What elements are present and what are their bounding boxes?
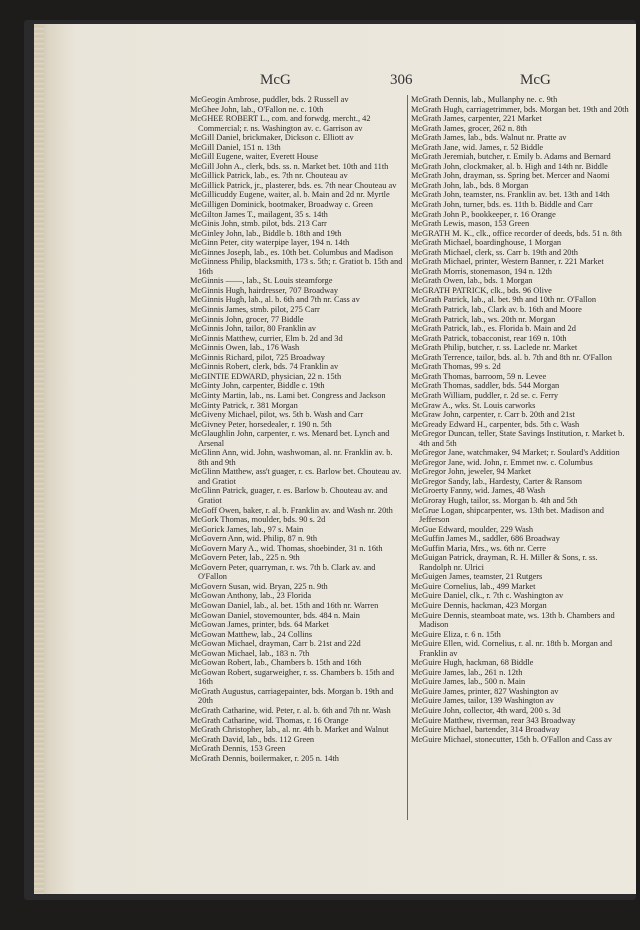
directory-entry: McGinty Patrick, r. 381 Morgan xyxy=(190,400,298,410)
left-column xyxy=(190,95,405,763)
right-column xyxy=(411,95,629,744)
directory-entry: McGivney Peter, horsedealer, r. 190 n. 5th xyxy=(190,419,332,429)
directory-entry: McGinnis Richard, pilot, 725 Broadway xyxy=(190,352,325,362)
directory-entry: McGilligen Dominick, bootmaker, Broadway c. Green xyxy=(190,200,373,210)
directory-entry: McGrath Catharine, wid. Thomas, r. 16 Orange xyxy=(190,715,349,725)
directory-entry: McGrath David, lab., bds. 112 Green xyxy=(190,734,315,744)
directory-entry: McGinnis James, stmb. pilot, 275 Carr xyxy=(190,305,320,315)
directory-entry: McGready Edward H., carpenter, bds. 5th c. Wash xyxy=(411,419,580,429)
directory-entry: McGregor John, jeweler, 94 Market xyxy=(411,467,532,477)
directory-entry: McGlaughlin John, carpenter, r. ws. Menard bet. Lynch and Arsenal xyxy=(190,429,390,448)
directory-entry: McGrath Jane, wid. James, r. 52 Biddle xyxy=(411,142,544,152)
page-edges xyxy=(34,24,44,894)
directory-entry: McGuire Eliza, r. 6 n. 15th xyxy=(411,629,501,639)
directory-entry: McGrath Philip, butcher, r. ss. Laclede nr. Market xyxy=(411,343,578,353)
directory-entry: McGuigan Patrick, drayman, R. H. Miller & Sons, r. ss. Randolph nr. Ulrici xyxy=(411,553,598,572)
directory-entry: McGRATH PATRICK, clk., bds. 96 Olive xyxy=(411,285,552,295)
directory-entry: McGrath Jeremiah, butcher, r. Emily b. Adams and Bernard xyxy=(411,152,611,162)
directory-entry: McGlinn Matthew, ass't guager, r. cs. Barlow bet. Chouteau av. and Gratiot xyxy=(190,467,402,486)
directory-entry: McGinis John, stmb. pilot, bds. 213 Carr xyxy=(190,219,327,229)
directory-entry: McGuire Michael, bartender, 314 Broadway xyxy=(411,725,560,735)
directory-entry: McGrath Terrence, tailor, bds. al. b. 7th and 8th nr. O'Fallon xyxy=(411,352,612,362)
directory-entry: McGue Edward, moulder, 229 Wash xyxy=(411,524,534,534)
directory-entry: McGrath Thomas, 99 s. 2d xyxy=(411,362,501,372)
directory-entry: McGrath Michael, printer, Western Banner, r. 221 Market xyxy=(411,257,604,267)
directory-entry: McGinnes Joseph, lab., es. 10th bet. Columbus and Madison xyxy=(190,247,394,257)
directory-entry: McGrath John, teamster, ns. Franklin av. bet. 13th and 14th xyxy=(411,190,610,200)
header-left-guide: McG xyxy=(260,72,291,88)
directory-entry: McGrath Christopher, lab., al. nr. 4th b. Market and Walnut xyxy=(190,725,389,735)
directory-entry: McGuire John, collector, 4th ward, 200 s. 3d xyxy=(411,706,561,715)
directory-entry: McGinnis ——, lab., St. Louis steamforge xyxy=(190,276,333,286)
directory-entry: McGuire James, lab., 500 n. Main xyxy=(411,677,526,687)
directory-entry: McGrath Augustus, carriagepainter, bds. Morgan b. 19th and 20th xyxy=(190,686,394,706)
directory-entry: McGowan Michael, lab., 183 n. 7th xyxy=(190,648,310,658)
directory-entry: McGraw A., wks. St. Louis carworks xyxy=(411,400,536,410)
directory-entry: McGuire Daniel, clk., r. 7th c. Washington av xyxy=(411,591,564,601)
directory-entry: McGrath Dennis, 153 Green xyxy=(190,744,286,754)
directory-entry: McGrath James, carpenter, 221 Market xyxy=(411,114,542,124)
directory-entry: McGrath Thomas, barroom, 59 n. Levee xyxy=(411,371,547,381)
directory-entry: McGinness Philip, blacksmith, 173 s. 5th; r. Gratiot b. 15th and 16th xyxy=(190,257,403,276)
directory-entry: McGregor Sandy, lab., Hardesty, Carter & Ransom xyxy=(411,476,583,486)
directory-entry: McGuffin James M., saddler, 686 Broadway xyxy=(411,534,560,544)
directory-entry: McGinnis John, grocer, 77 Biddle xyxy=(190,314,304,324)
directory-entry: McGregor Jane, wid. John, r. Emmet nw. c. Columbus xyxy=(411,457,593,467)
directory-entry: McGhee John, lab., O'Fallon ne. c. 10th xyxy=(190,104,324,114)
directory-entry: McGrath Dennis, lab., Mullanphy ne. c. 9th xyxy=(411,95,558,104)
directory-entry: McGovern Susan, wid. Bryan, 225 n. 9th xyxy=(190,581,328,591)
directory-entry: McGuffin Maria, Mrs., ws. 6th nr. Cerre xyxy=(411,543,546,553)
directory-entry: McGuire James, printer, 827 Washington av xyxy=(411,686,559,696)
directory-entry: McGinnis Hugh, hairdresser, 707 Broadway xyxy=(190,285,339,295)
directory-entry: McGowan Anthony, lab., 23 Florida xyxy=(190,591,312,601)
directory-entry: McGregor Jane, watchmaker, 94 Market; r. Soulard's Addition xyxy=(411,448,620,458)
directory-entry: McGrath Dennis, boilermaker, r. 205 n. 14th xyxy=(190,753,339,763)
directory-entry: McGowan James, printer, bds. 64 Market xyxy=(190,620,329,630)
directory-entry: McGrath Patrick, tobacconist, rear 169 n. 10th xyxy=(411,333,567,343)
directory-entry: McGinnis Matthew, currier, Elm b. 2d and 3d xyxy=(190,333,343,343)
directory-entry: McGiveny Michael, pilot, ws. 5th b. Wash and Carr xyxy=(190,410,364,420)
column-divider xyxy=(407,95,408,820)
directory-entry: McGill Daniel, brickmaker, Dickson c. Elliott av xyxy=(190,133,354,143)
directory-entry: McGrath Patrick, lab., al. bet. 9th and 10th nr. O'Fallon xyxy=(411,295,597,305)
directory-entry: McGowan Robert, sugarweigher, r. ss. Chambers b. 15th and 16th xyxy=(190,667,395,687)
directory-entry: McGrath John, lab., bds. 8 Morgan xyxy=(411,180,529,190)
directory-entry: McGilton James T., mailagent, 35 s. 14th xyxy=(190,209,328,219)
directory-entry: McGrath Morris, stonemason, 194 n. 12th xyxy=(411,266,552,276)
directory-entry: McGrath John P., bookkeeper, r. 16 Orange xyxy=(411,209,556,219)
directory-entry: McGHEE ROBERT L., com. and forwdg. mercht., 42 Commercial; r. ns. Washington av. c. Garrison av xyxy=(190,114,371,133)
directory-entry: McGrath Michael, boardinghouse, 1 Morgan xyxy=(411,238,562,248)
directory-entry: McGowan Daniel, lab., al. bet. 15th and 16th nr. Warren xyxy=(190,600,379,610)
page-number: 306 xyxy=(390,72,413,88)
directory-entry: McGraw John, carpenter, r. Carr b. 20th and 21st xyxy=(411,410,575,420)
directory-entry: McGill Eugene, waiter, Everett House xyxy=(190,152,319,162)
directory-entry: McGrath James, grocer, 262 n. 8th xyxy=(411,123,527,133)
directory-entry: McGowan Matthew, lab., 24 Collins xyxy=(190,629,313,639)
directory-entry: McGrath John, clockmaker, al. b. High and 14th nr. Biddle xyxy=(411,161,608,171)
directory-entry: McGork Thomas, moulder, bds. 90 s. 2d xyxy=(190,515,326,525)
directory-entry: McGuire Dennis, steamboat mate, ws. 13th b. Chambers and Madison xyxy=(411,610,615,630)
directory-entry: McGrath William, puddler, r. 2d se. c. Ferry xyxy=(411,390,559,400)
directory-entry: McGovern Mary A., wid. Thomas, shoebinder, 31 n. 16th xyxy=(190,543,383,553)
directory-entry: McGillicuddy Eugene, waiter, al. b. Main and 2d nr. Myrtle xyxy=(190,190,390,200)
directory-entry: McGrath Owen, lab., bds. 1 Morgan xyxy=(411,276,533,286)
directory-entry: McGovern Ann, wid. Philip, 87 n. 9th xyxy=(190,534,318,544)
directory-entry: McGrath John, drayman, ss. Spring bet. Mercer and Naomi xyxy=(411,171,610,181)
directory-entry: McGinnis Owen, lab., 176 Wash xyxy=(190,343,300,353)
directory-entry: McGrath James, lab., bds. Walnut nr. Pratte av xyxy=(411,133,567,143)
directory-entry: McGrath Patrick, lab., es. Florida b. Main and 2d xyxy=(411,324,576,334)
directory-entry: McGrue Logan, shipcarpenter, ws. 13th bet. Madison and Jefferson xyxy=(411,505,604,525)
directory-entry: McGinn Peter, city waterpipe layer, 194 n. 14th xyxy=(190,238,350,248)
directory-entry: McGrath Catharine, wid. Peter, r. al. b. 6th and 7th nr. Wash xyxy=(190,706,391,715)
directory-entry: McGuire Michael, stonecutter, 15th b. O'Fallon and Cass av xyxy=(411,734,612,744)
directory-entry: McGrath Thomas, saddler, bds. 544 Morgan xyxy=(411,381,560,391)
directory-entry: McGinnis Hugh, lab., al. b. 6th and 7th nr. Cass av xyxy=(190,295,360,305)
directory-entry: McGuire Dennis, hackman, 423 Morgan xyxy=(411,600,547,610)
directory-entry: McGovern Peter, quarryman, r. ws. 7th b. Clark av. and O'Fallon xyxy=(190,562,376,582)
directory-entry: McGlinn Ann, wid. John, washwoman, al. nr. Franklin av. b. 8th and 9th xyxy=(190,448,393,467)
directory-entry: McGrath Michael, clerk, ss. Carr b. 19th and 20th xyxy=(411,247,578,257)
directory-entry: McGrath Patrick, lab., Clark av. b. 16th and Moore xyxy=(411,305,582,315)
directory-entry: McGill John A., clerk, bds. ss. n. Market bet. 10th and 11th xyxy=(190,161,389,171)
directory-entry: McGinnis Robert, clerk, bds. 74 Franklin av xyxy=(190,362,339,372)
directory-entry: McGillick Patrick, lab., es. 7th nr. Chouteau av xyxy=(190,171,348,181)
directory-entry: McGeogin Ambrose, puddler, bds. 2 Russell av xyxy=(190,95,349,104)
directory-entry: McGuire Ellen, wid. Cornelius, r. al. nr. 18th b. Morgan and Franklin av xyxy=(411,639,613,658)
directory-entry: McGuire James, lab., 261 n. 12th xyxy=(411,667,523,677)
directory-entry: McGovern Peter, lab., 225 n. 9th xyxy=(190,553,300,563)
directory-entry: McGowan Michael, drayman, Carr b. 21st and 22d xyxy=(190,639,361,649)
directory-entry: McGuire Hugh, hackman, 68 Biddle xyxy=(411,658,534,668)
directory-entry: McGrath John, turner, bds. es. 11th b. Biddle and Carr xyxy=(411,200,593,210)
directory-entry: McGINTIE EDWARD, physician, 22 n. 15th xyxy=(190,371,342,381)
directory-entry: McGuire Matthew, riverman, rear 343 Broadway xyxy=(411,715,576,725)
directory-entry: McGuire James, tailor, 139 Washington av xyxy=(411,696,554,706)
directory-entry: McGroray Hugh, tailor, ss. Morgan b. 4th and 5th xyxy=(411,495,578,505)
directory-entry: McGorick James, lab., 97 s. Main xyxy=(190,524,304,534)
directory-entry: McGinley John, lab., Biddle b. 18th and 19th xyxy=(190,228,342,238)
directory-entry: McGuigen James, teamster, 21 Rutgers xyxy=(411,572,543,582)
directory-entry: McGill Daniel, 151 n. 13th xyxy=(190,142,281,152)
directory-entry: McGinnis John, tailor, 80 Franklin av xyxy=(190,324,316,334)
directory-entry: McGowan Daniel, stovemounter, bds. 484 n. Main xyxy=(190,610,360,620)
directory-entry: McGoff Owen, baker, r. al. b. Franklin av. and Wash nr. 20th xyxy=(190,505,393,515)
directory-entry: McGroerty Fanny, wid. James, 48 Wash xyxy=(411,486,546,496)
directory-entry: McGuire Cornelius, lab., 499 Market xyxy=(411,581,536,591)
directory-entry: McGlinn Patrick, guager, r. es. Barlow b. Chouteau av. and Gratiot xyxy=(190,486,388,505)
directory-entry: McGRATH M. K., clk., office recorder of deeds, bds. 51 n. 8th xyxy=(411,228,622,238)
directory-entry: McGrath Lewis, mason, 153 Green xyxy=(411,219,530,229)
directory-entry: McGregor Duncan, teller, State Savings Institution, r. Market b. 4th and 5th xyxy=(411,429,625,448)
directory-entry: McGrath Hugh, carriagetrimmer, bds. Morgan bet. 19th and 20th xyxy=(411,104,629,114)
directory-entry: McGinty Martin, lab., ns. Lami bet. Congress and Jackson xyxy=(190,390,386,400)
directory-entry: McGowan Robert, lab., Chambers b. 15th and 16th xyxy=(190,658,362,668)
directory-entry: McGillick Patrick, jr., plasterer, bds. es. 7th near Chouteau av xyxy=(190,180,397,190)
directory-entry: McGrath Patrick, lab., ws. 20th nr. Morgan xyxy=(411,314,556,324)
header-right-guide: McG xyxy=(520,72,551,88)
page-header xyxy=(190,72,610,92)
directory-entry: McGinty John, carpenter, Biddle c. 19th xyxy=(190,381,325,391)
